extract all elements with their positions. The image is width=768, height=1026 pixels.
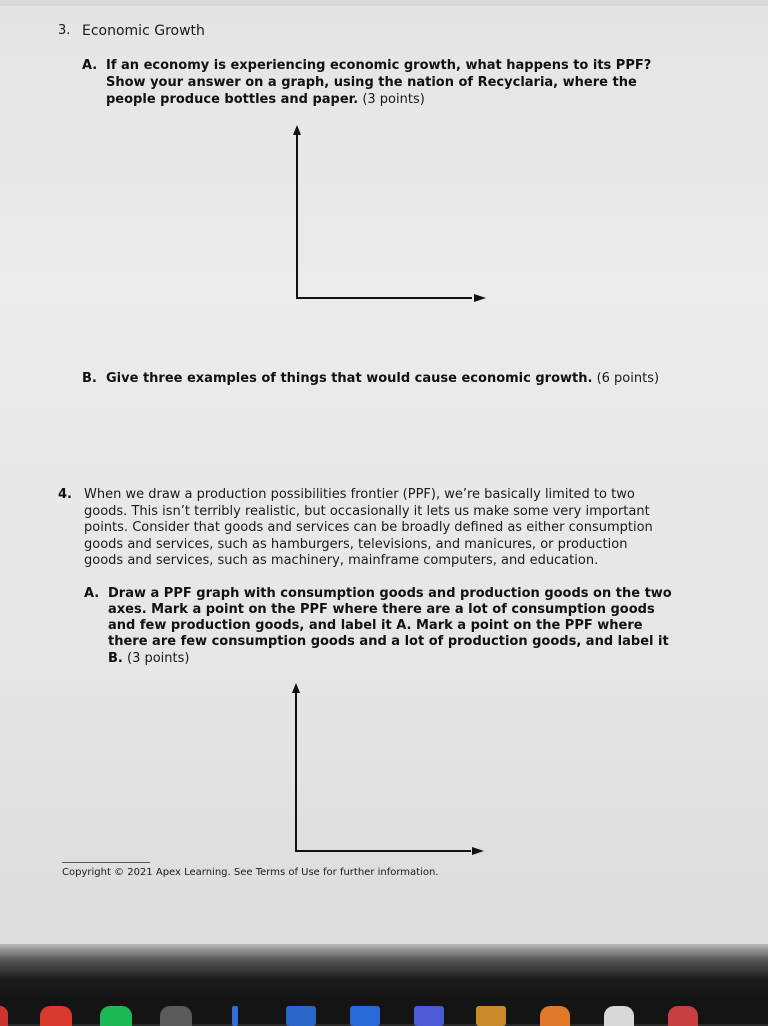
q3a-line-1: If an economy is experiencing economic growth, what happens to its PPF? xyxy=(106,58,652,73)
app-icon-red[interactable] xyxy=(668,1006,698,1026)
graph1-y-axis xyxy=(296,132,298,298)
q4-intro-line-2: goods. This isn’t terribly realistic, but occasionally it lets us make some very important xyxy=(84,504,650,519)
q4a-line-5: B. xyxy=(108,651,123,666)
q3a-line-3: people produce bottles and paper. xyxy=(106,92,359,107)
camera-icon[interactable] xyxy=(160,1006,192,1026)
q3-title: Economic Growth xyxy=(82,23,205,39)
q4a-line-2: axes. Mark a point on the PPF where there are a lot of consumption goods xyxy=(108,602,655,617)
graph1-x-axis xyxy=(296,297,472,299)
graph1-x-arrow xyxy=(474,294,486,302)
top-edge xyxy=(0,0,768,6)
q3a-letter: A. xyxy=(82,58,98,73)
q3b-text: Give three examples of things that would cause economic growth. xyxy=(106,371,593,386)
q4a-points: (3 points) xyxy=(127,651,190,666)
q3-number: 3. xyxy=(58,23,71,38)
app-icon-white[interactable] xyxy=(604,1006,634,1026)
spotify-icon[interactable] xyxy=(100,1006,132,1026)
q3b-letter: B. xyxy=(82,371,97,386)
teams-icon[interactable] xyxy=(414,1006,444,1026)
chrome-icon[interactable] xyxy=(40,1006,72,1026)
graph2-x-arrow xyxy=(472,847,484,855)
app-icon-orange[interactable] xyxy=(540,1006,570,1026)
folder-icon[interactable] xyxy=(476,1006,506,1026)
q4a-line-1: Draw a PPF graph with consumption goods and production goods on the two xyxy=(108,586,672,601)
q4a-line-3: and few production goods, and label it A. Mark a point on the PPF where xyxy=(108,618,643,633)
q3b-line-wrap xyxy=(106,371,659,387)
q3b-points: (6 points) xyxy=(596,371,660,386)
footer-copyright: Copyright © 2021 Apex Learning. See Terms of Use for further information. xyxy=(62,867,439,878)
q4a-line-5-wrap xyxy=(108,651,189,667)
taskbar-indicator-icon xyxy=(232,1006,238,1026)
q3a-points: (3 points) xyxy=(362,92,425,107)
q4-number: 4. xyxy=(58,487,72,502)
q4-intro-line-4: goods and services, such as hamburgers, televisions, and manicures, or production xyxy=(84,537,628,552)
q4a-letter: A. xyxy=(84,586,100,601)
store-icon[interactable] xyxy=(350,1006,380,1026)
calculator-icon[interactable] xyxy=(286,1006,316,1026)
taskbar-edge-icon[interactable] xyxy=(0,1006,8,1026)
q4a-line-4: there are few consumption goods and a lot of production goods, and label it xyxy=(108,634,669,649)
q4-intro-line-3: points. Consider that goods and services can be broadly defined as either consumption xyxy=(84,520,653,535)
footer-rule xyxy=(62,862,150,863)
graph2-x-axis xyxy=(295,850,471,852)
q3a-line-3-wrap xyxy=(106,92,425,108)
q4-intro-line-5: goods and services, such as machinery, mainframe computers, and education. xyxy=(84,553,599,568)
q4-intro-line-1: When we draw a production possibilities frontier (PPF), we’re basically limited to two xyxy=(84,487,635,502)
graph2-y-axis xyxy=(295,690,297,852)
q3a-line-2: Show your answer on a graph, using the nation of Recyclaria, where the xyxy=(106,75,637,90)
